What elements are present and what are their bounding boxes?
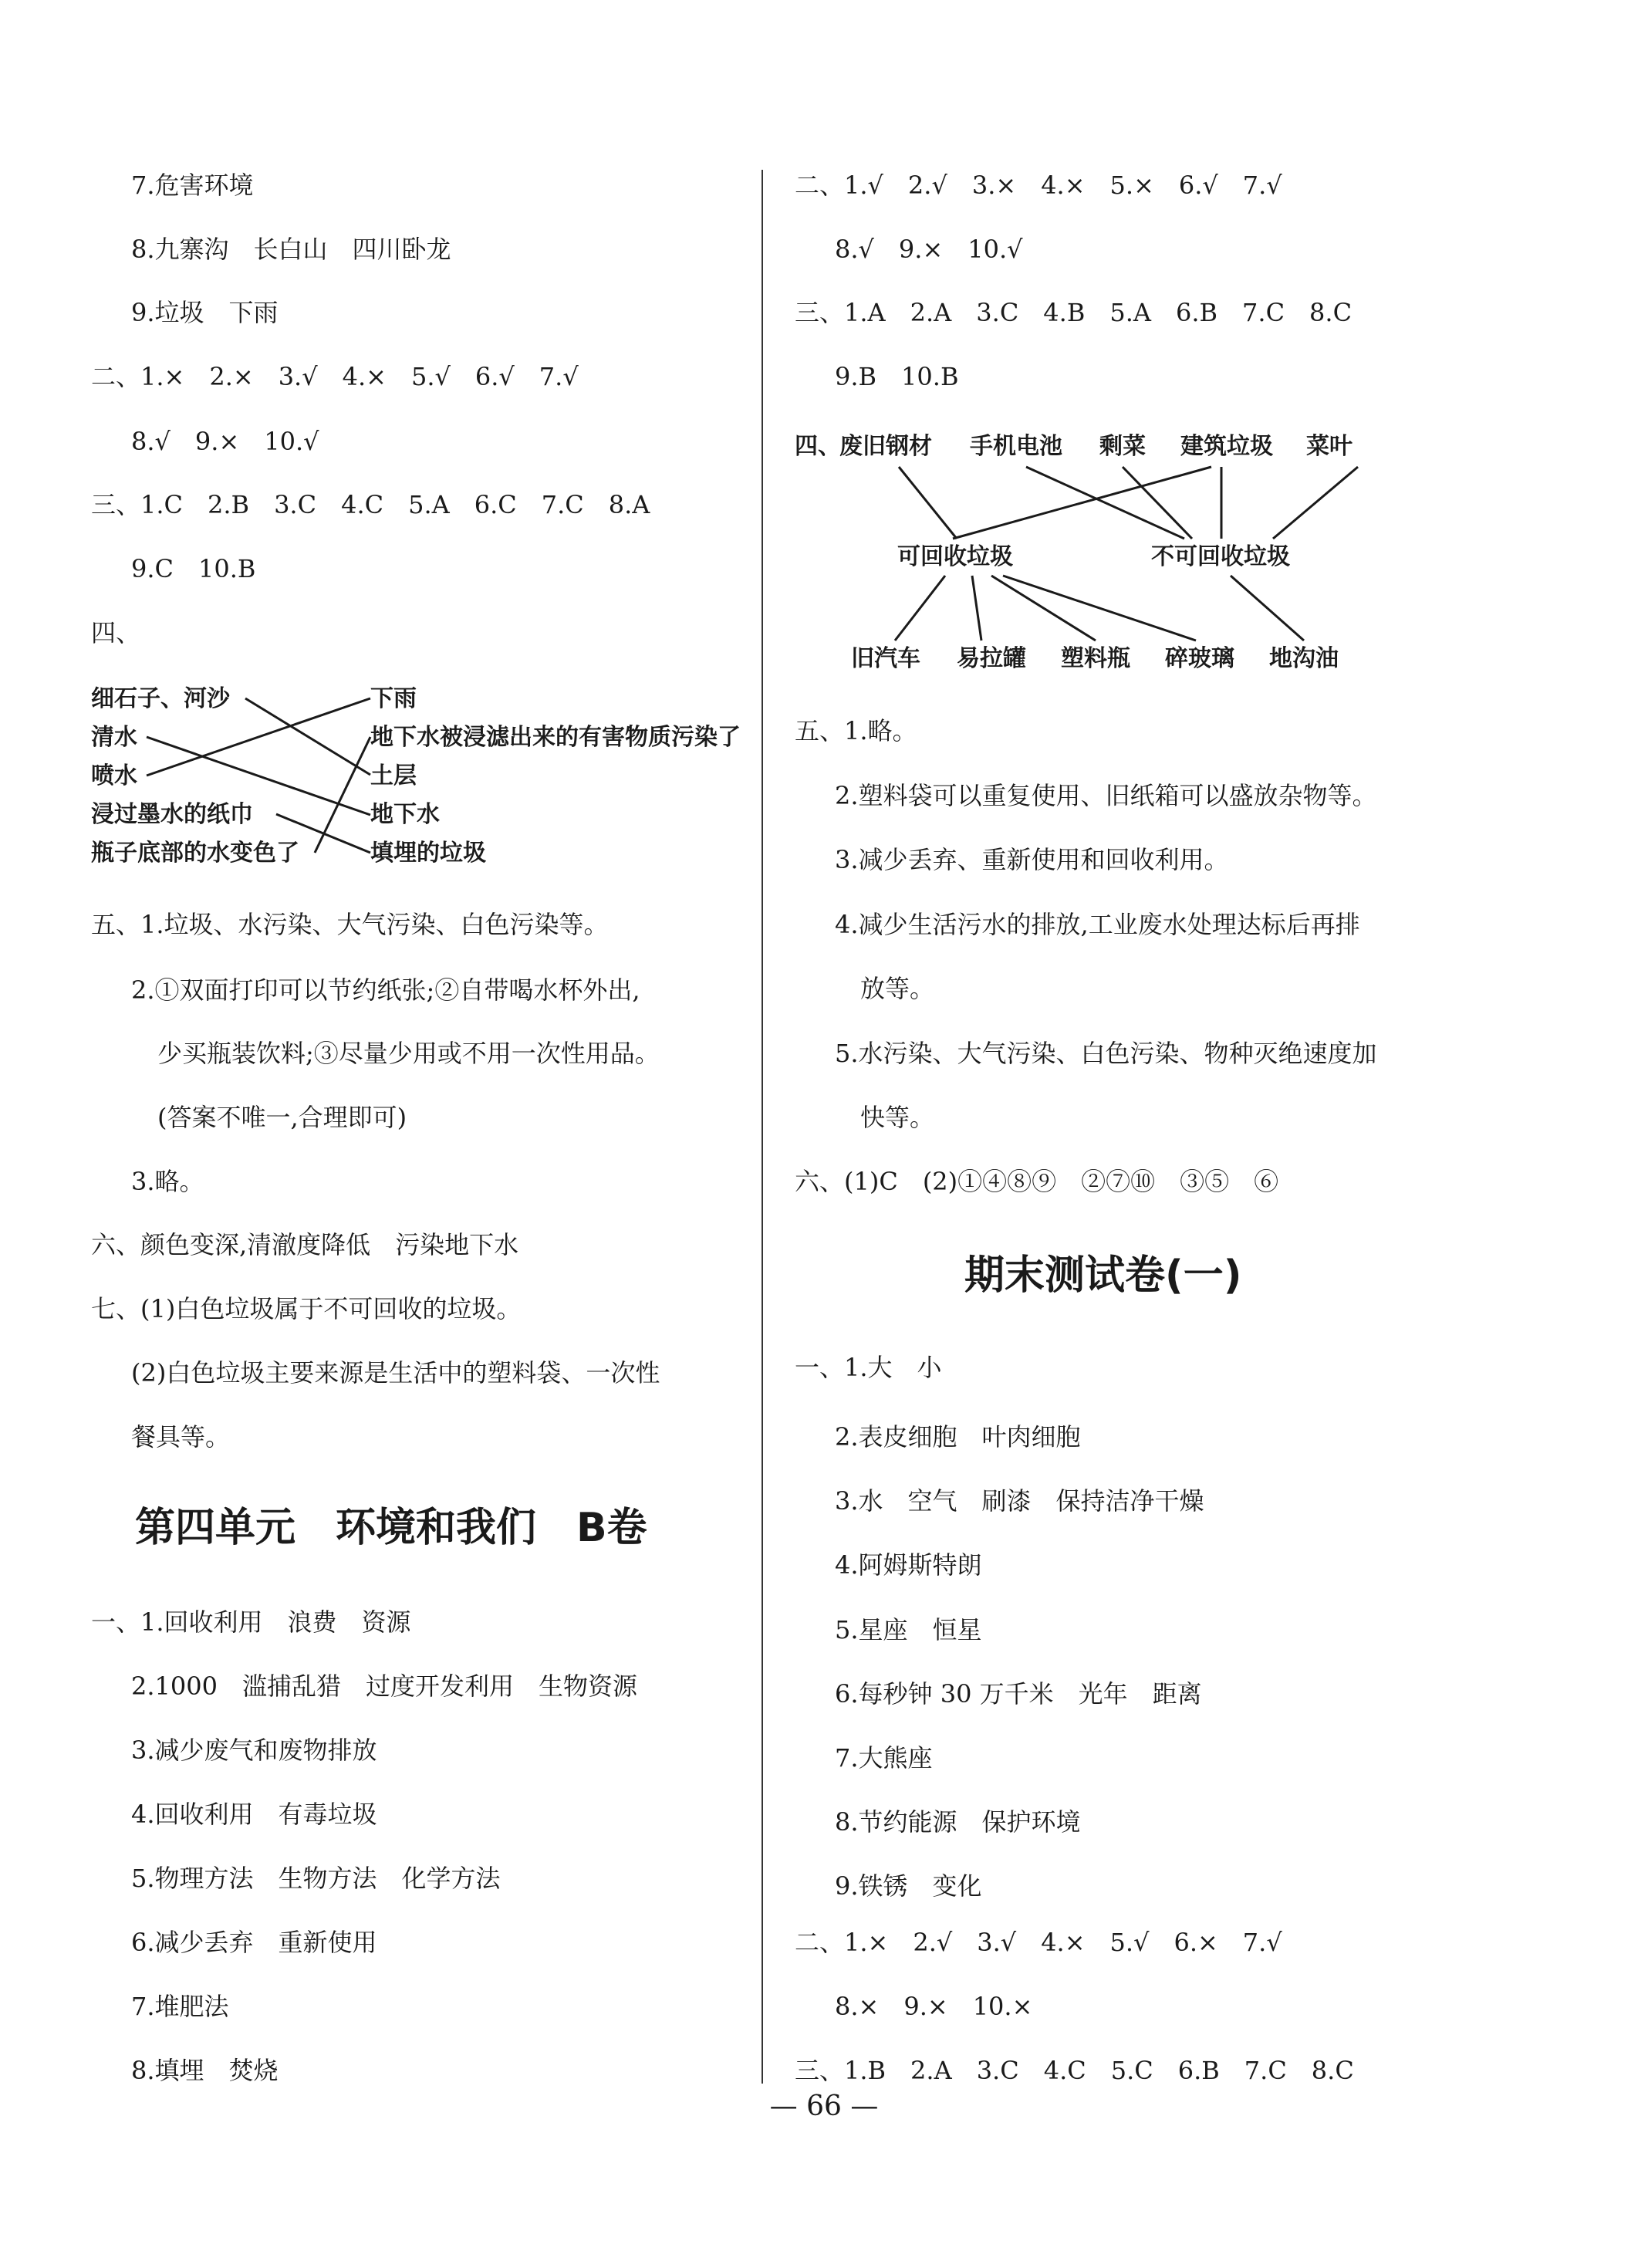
cls-top-2: 手机电池 — [970, 433, 1062, 460]
l-q5-line4: (答案不唯一,合理即可) — [157, 1103, 407, 1132]
l-b1-item: 7.堆肥法 — [131, 1992, 229, 2021]
match-right-5: 填埋的垃圾 — [370, 840, 486, 867]
cls-top-3: 剩菜 — [1099, 433, 1146, 460]
cls-line-6 — [1273, 467, 1358, 539]
r-q5-item: 放等。 — [860, 974, 935, 1003]
match-right-2: 地下水被浸滤出来的有害物质污染了 — [370, 724, 741, 751]
l-b1-item: 3.减少废气和废物排放 — [131, 1736, 377, 1765]
l-b1-item: 4.回收利用 有毒垃圾 — [131, 1800, 377, 1829]
page-number: — 66 — — [769, 2091, 879, 2122]
r-f3-line1: 三、1.B 2.A 3.C 4.C 5.C 6.B 7.C 8.C — [795, 2056, 1354, 2085]
l-q1-item-7: 7.危害环境 — [131, 171, 254, 200]
l-q5-line1: 五、1.垃圾、水污染、大气污染、白色污染等。 — [91, 910, 609, 939]
cls-top-4: 建筑垃圾 — [1180, 433, 1273, 460]
cls-line-3 — [1123, 467, 1192, 539]
r-q5-item: 3.减少丢弃、重新使用和回收利用。 — [835, 845, 1229, 874]
r-f1-line1: 一、1.大 小 — [795, 1353, 942, 1382]
r-f1-item: 6.每秒钟 30 万千米 光年 距离 — [835, 1679, 1202, 1709]
match-left-5: 瓶子底部的水变色了 — [91, 840, 299, 867]
r-f1-item: 9.铁锈 变化 — [835, 1871, 982, 1901]
l-q2-line2: 8.√ 9.× 10.√ — [131, 427, 319, 456]
cls-bottom-3: 塑料瓶 — [1061, 645, 1130, 672]
r-f1-item: 8.节约能源 保护环境 — [835, 1807, 1081, 1837]
match-right-3: 土层 — [370, 762, 417, 789]
l-q1-item-8: 8.九寨沟 长白山 四川卧龙 — [131, 235, 451, 264]
cls-top-5: 菜叶 — [1306, 433, 1353, 460]
l-q7-line2: (2)白色垃圾主要来源是生活中的塑料袋、一次性 — [131, 1358, 660, 1388]
r-q5-item: 5.水污染、大气污染、白色污染、物种灭绝速度加 — [835, 1039, 1377, 1068]
cls-mid-1: 可回收垃圾 — [897, 543, 1013, 570]
cls-top-1: 废旧钢材 — [839, 433, 932, 460]
r-q3-line1: 三、1.A 2.A 3.C 4.B 5.A 6.B 7.C 8.C — [795, 298, 1353, 327]
r-q5-item: 快等。 — [860, 1103, 935, 1132]
r-q5-line1: 五、1.略。 — [795, 716, 917, 745]
cls-bottom-2: 易拉罐 — [957, 645, 1026, 672]
l-q1-item-9: 9.垃圾 下雨 — [131, 298, 279, 327]
cls-line-4 — [953, 467, 1211, 539]
cls-bottom-4: 碎玻璃 — [1165, 645, 1234, 672]
r-q5-item: 4.减少生活污水的排放,工业废水处理达标后再排 — [835, 910, 1360, 939]
l-q3-line2: 9.C 10.B — [131, 554, 256, 583]
section-title-b: 第四单元 环境和我们 B卷 — [135, 1505, 647, 1551]
l-b1-line1: 一、1.回收利用 浪费 资源 — [91, 1607, 411, 1637]
match-right-4: 地下水 — [370, 801, 440, 828]
r-f2-line2: 8.× 9.× 10.× — [835, 1992, 1033, 2021]
r-f1-item: 3.水 空气 刷漆 保持洁净干燥 — [835, 1486, 1204, 1516]
match-right-1: 下雨 — [370, 685, 417, 712]
r-f1-item: 7.大熊座 — [835, 1743, 933, 1773]
cls-bottom-5: 地沟油 — [1269, 645, 1339, 672]
r-q3-line2: 9.B 10.B — [835, 362, 959, 391]
r-q2-line2: 8.√ 9.× 10.√ — [835, 235, 1023, 264]
section-title-final: 期末测试卷(一) — [964, 1252, 1242, 1299]
cls-line-1 — [899, 467, 957, 539]
r-f1-item: 5.星座 恒星 — [835, 1615, 982, 1644]
cls-line-8 — [972, 576, 981, 641]
l-q5-line3: 少买瓶装饮料;③尽量少用或不用一次性用品。 — [157, 1039, 660, 1068]
r-q2-line1: 二、1.√ 2.√ 3.× 4.× 5.× 6.√ 7.√ — [795, 171, 1282, 200]
l-q4-label: 四、 — [91, 618, 141, 647]
cls-line-7 — [895, 576, 945, 641]
l-b1-item: 6.减少丢弃 重新使用 — [131, 1928, 377, 1957]
l-q2-line1: 二、1.× 2.× 3.√ 4.× 5.√ 6.√ 7.√ — [91, 362, 579, 391]
match-left-1: 细石子、河沙 — [91, 685, 230, 712]
cls-line-2 — [1026, 467, 1184, 539]
l-q3-line1: 三、1.C 2.B 3.C 4.C 5.A 6.C 7.C 8.A — [91, 490, 650, 519]
r-f1-item: 4.阿姆斯特朗 — [835, 1550, 982, 1580]
match-left-3: 喷水 — [91, 762, 137, 789]
l-q7-line3: 餐具等。 — [131, 1422, 231, 1452]
r-f1-item: 2.表皮细胞 叶肉细胞 — [835, 1422, 1081, 1452]
l-q5-line2: 2.①双面打印可以节约纸张;②自带喝水杯外出, — [131, 975, 640, 1005]
r-q6: 六、(1)C (2)①④⑧⑨ ②⑦⑩ ③⑤ ⑥ — [795, 1167, 1279, 1196]
cls-line-9 — [991, 576, 1096, 641]
cls-line-11 — [1231, 576, 1304, 641]
l-b1-item: 8.填埋 焚烧 — [131, 2056, 279, 2085]
r-q5-item: 2.塑料袋可以重复使用、旧纸箱可以盛放杂物等。 — [835, 781, 1377, 810]
r-q4-label: 四、 — [795, 433, 841, 460]
l-q6: 六、颜色变深,清澈度降低 污染地下水 — [91, 1230, 519, 1259]
l-q7-line1: 七、(1)白色垃圾属于不可回收的垃圾。 — [91, 1294, 522, 1323]
cls-bottom-1: 旧汽车 — [851, 645, 920, 672]
l-q5-line5: 3.略。 — [131, 1167, 204, 1196]
r-f2-line1: 二、1.× 2.√ 3.√ 4.× 5.√ 6.× 7.√ — [795, 1928, 1282, 1957]
match-left-2: 清水 — [91, 724, 137, 751]
cls-line-10 — [1003, 576, 1196, 641]
match-left-4: 浸过墨水的纸巾 — [91, 801, 253, 828]
l-b1-item: 5.物理方法 生物方法 化学方法 — [131, 1864, 501, 1893]
l-b1-item: 2.1000 滥捕乱猎 过度开发利用 生物资源 — [131, 1671, 637, 1701]
cls-mid-2: 不可回收垃圾 — [1151, 543, 1290, 570]
